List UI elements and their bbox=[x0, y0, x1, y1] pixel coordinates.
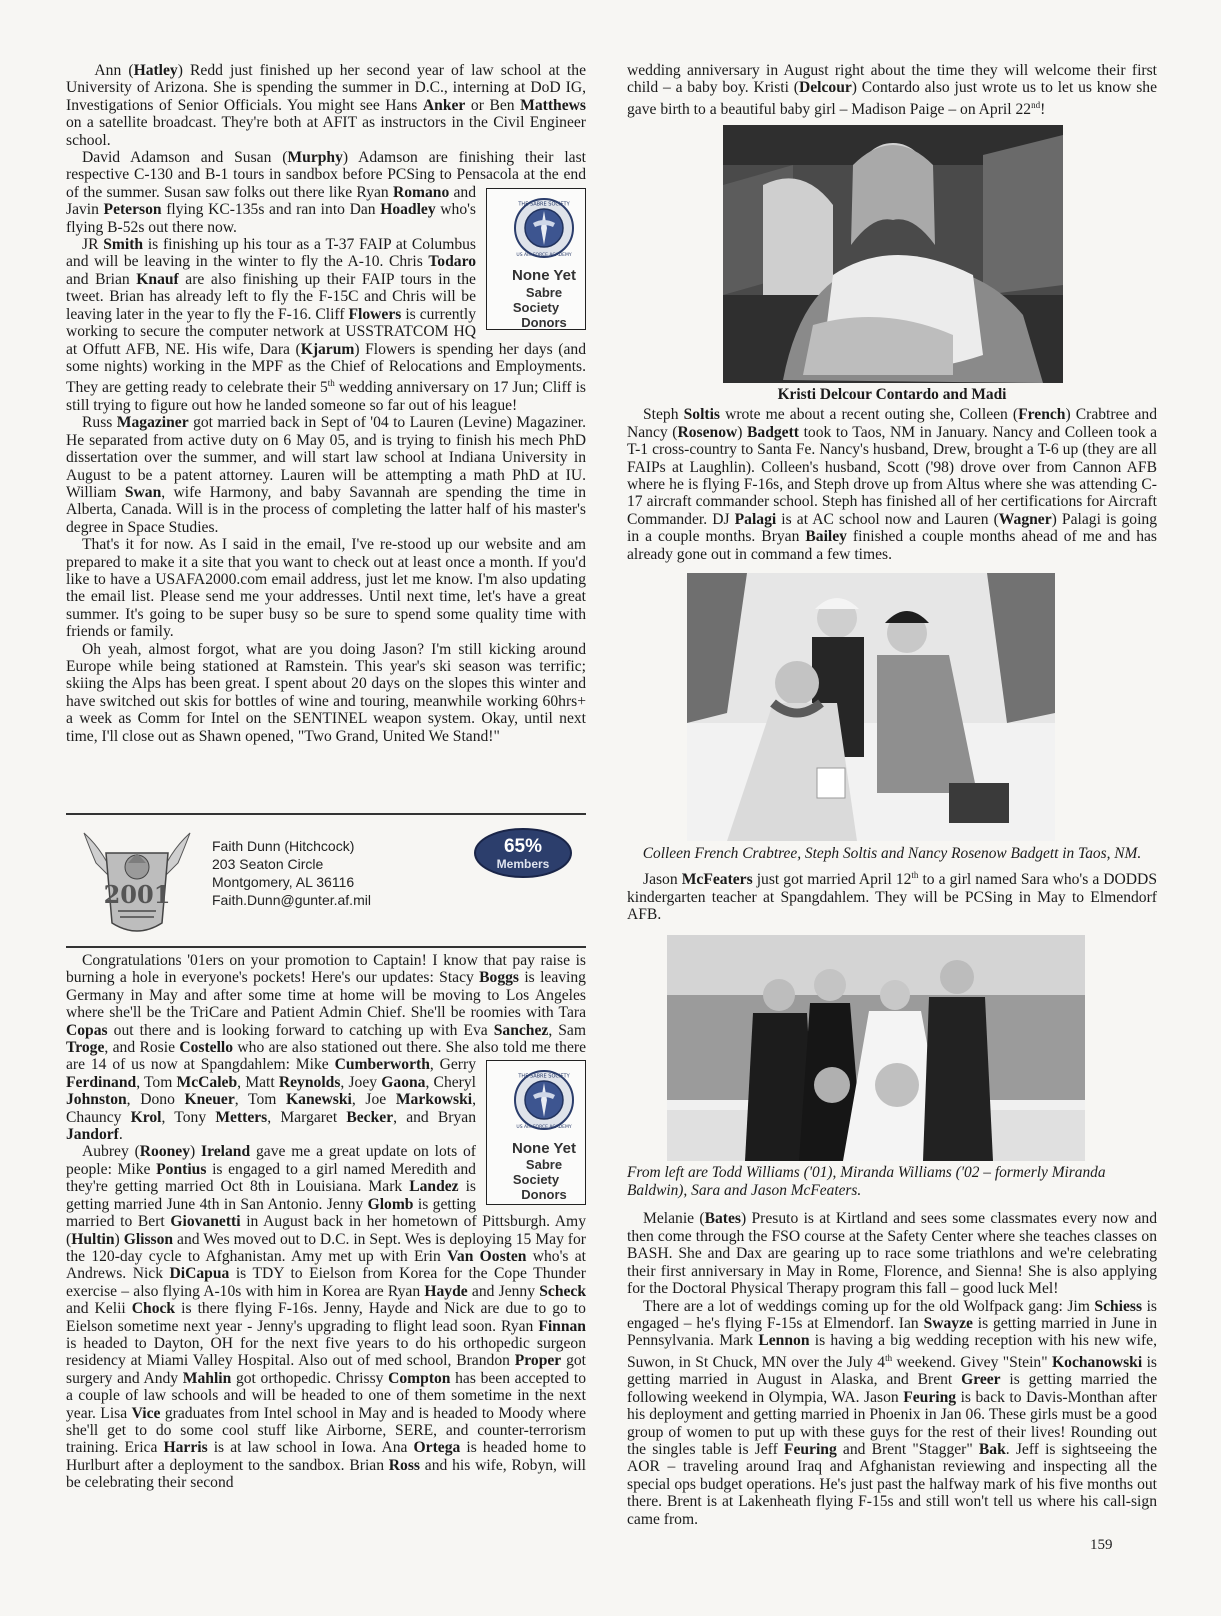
paragraph-presuto: Melanie (Bates) Presuto is at Kirtland and sees some classmates every now and then come through the FSO course at the Safety Center where she teaches classes on BASH. She and Dax are gearing up to race some triathlons and we're celebrating their first anniversary in May in Rome, Florence, and Sienna! She is also applying for the Doctoral Physical Therapy program this fall – good luck Mel! bbox=[627, 1210, 1157, 1298]
svg-text:US AIR FORCE ACADEMY: US AIR FORCE ACADEMY bbox=[516, 1125, 572, 1131]
caption-photo-3: From left are Todd Williams ('01), Miranda Williams ('02 – formerly Miranda Baldwin), Sara and Jason McFeaters. bbox=[627, 1164, 1106, 1200]
svg-text:2001: 2001 bbox=[103, 880, 171, 909]
photo-three-women-image bbox=[687, 573, 1055, 841]
left-column-bottom bbox=[66, 952, 586, 1492]
paragraph-smith: JR Smith is finishing up his tour as a T-37 FAIP at Columbus and will be leaving in the winter to fly the A-10. Chris Todaro and Brian Knauf are also finishing up their FAIP tours in the tweet. Brian has already left to fly the F-15C and Chris will be leaving later in the year to fly the F-16. Cliff Flowers is currently working to secure the computer network at USSTRATCOM HQ at Offutt AFB, NE. His wife, Dara (Kjarum) Flowers is spending her days (and some nights) working in the MPF as the Chief of Relocations and Employments. They are getting ready to celebrate their 5th wedding anniversary on 17 Jun; Cliff is still trying to figure out how he landed someone so far out of his league! bbox=[66, 236, 586, 414]
photo-mother-baby-image bbox=[723, 125, 1063, 383]
caption-photo-2: Colleen French Crabtree, Steph Soltis and Nancy Rosenow Badgett in Taos, NM. bbox=[642, 845, 1142, 863]
photo-taos-friends bbox=[687, 573, 1055, 841]
paragraph-redd: Ann (Hatley) Redd just finished up her second year of law school at the University of Arizona. She is spending the summer in D.C., interning at DoD IG, Investigations of Senior Officials. You might see Hans Anker or Ben Matthews on a satellite broadcast. They're both at AFIT as instructors in the Civil Engineer school. bbox=[66, 62, 586, 149]
membership-label: Members bbox=[496, 857, 550, 871]
sabre-society-seal-icon bbox=[513, 1069, 575, 1131]
paragraph-contardo: wedding anniversary in August right about the time they will welcome their first child – a baby boy. Kristi (Delcour) Contardo also just wrote us to let us know she gave birth to a beautiful baby girl – Madison Paige – on April 22nd! bbox=[627, 62, 1157, 118]
paragraph-congrats: Congratulations '01ers on your promotion to Captain! I know that pay raise is burning a hole in everyone's pockets! Here's our updates: Stacy Boggs is leaving Germany in May and after some time at home will be moving to Los Angeles where she'll be the TriCare and Patient Admin Chief. She'll be roomies with Tara Copas out there and is looking forward to catching up with Eva Sanchez, Sam Troge, and Rosie Costello who are also stationed out there. She also told me there are 14 of us now at Spangdahlem: Mike THE SABRE SOCIETY US AIR FORCE ACADEMY None Yet Sabre Society Donors Cumberworth, Gerry Ferdinand, Tom McCaleb, Matt Reynolds, Joey Gaona, Cheryl Johnston, Dono Kneuer, Tom Kanewski, Joe Markowski, Chauncy Krol, Tony Metters, Margaret Becker, and Bryan Jandorf. bbox=[66, 952, 586, 1143]
svg-text:THE SABRE SOCIETY: THE SABRE SOCIETY bbox=[518, 1073, 570, 1080]
membership-percent: 65% bbox=[503, 836, 543, 857]
donors-label: Donors bbox=[521, 314, 567, 330]
paragraph-magaziner: Russ Magaziner got married back in Sept of '04 to Lauren (Levine) Magaziner. He separated from active duty on 6 May 05, and is trying to finish his mech PhD dissertation over the summer, and will start law school at Indiana University in August to be a patent attorney. Lauren will be attempting a math PhD at IU. William Swan, wife Harmony, and baby Savannah are spending the time in Alberta, Canada. Will is in the process of completing the latter half of his master's degree in Space Studies. bbox=[66, 414, 587, 536]
scribe-street: 203 Seaton Circle bbox=[212, 856, 324, 872]
class-2001-crest-icon bbox=[76, 823, 198, 941]
class-2001-header bbox=[66, 815, 586, 940]
sabre-society-seal-icon bbox=[513, 197, 575, 259]
photo-kristi-and-madi bbox=[723, 125, 1063, 383]
left-column-top bbox=[66, 62, 586, 745]
scribe-city: Montgomery, AL 36116 bbox=[212, 874, 355, 890]
sabre-society-box-2 bbox=[486, 1060, 586, 1205]
sabre-society-label: Sabre Society bbox=[512, 284, 563, 315]
photo-wedding bbox=[667, 935, 1085, 1161]
paragraph-soltis: Steph Soltis wrote me about a recent outing she, Colleen (French) Crabtree and Nancy (Rosenow) Badgett took to Taos, NM in January. Nancy and Colleen took a T-1 cross-country to Santa Fe. Nancy's husband, Drew, brought a T-6 up (they are all FAIPs at Laughlin). Colleen's husband, Scott ('98) drove over from Cannon AFB where he is flying F-16s, and Steph drove up from Altus where she was attending C-17 aircraft commander school. Steph has finished all of her certifications for Aircraft Commander. DJ Palagi is at AC school now and Lauren (Wagner) Palagi is going in a couple months. Bryan Bailey finished a couple months ahead of me and has already gone out in command a few times. bbox=[627, 406, 1158, 563]
scribe-name: Faith Dunn (Hitchcock) bbox=[212, 838, 355, 854]
section-divider-bottom bbox=[66, 946, 586, 948]
photo-wedding-party-image bbox=[667, 935, 1085, 1161]
donors-label: Donors bbox=[521, 1187, 567, 1203]
class-scribe-address bbox=[212, 837, 371, 909]
caption-photo-1: Kristi Delcour Contardo and Madi bbox=[777, 386, 1007, 404]
none-yet-label: None Yet bbox=[512, 1139, 576, 1157]
paragraph-oh-yeah: Oh yeah, almost forgot, what are you doing Jason? I'm still kicking around Europe while being stationed at Ramstein. This year's ski season was terrific; skiing the Alps has been great. I spent about 20 days on the slopes this winter and have switched out skis for bottles of wine and touring, meanwhile working 60hrs+ a week as Comm for Intel on the SENTINEL weapon system. Okay, until next time, I'll close out as Shawn opened, "Two Grand, United We Stand!" bbox=[66, 640, 586, 745]
paragraph-adamson: David Adamson and Susan (Murphy) Adamson are finishing their last respective C-130 and B-1 tours in sandbox before PCSing to Pensacola at the end of the summer. Susan saw folks out there like Ryan Romano THE SABRE SOCIETY US AIR FORCE ACADEMY None Yet Sabre Society Donors and Javin Peterson flying KC-135s and ran into Dan Hoadley who's flying B-52s out there now. bbox=[66, 149, 586, 330]
paragraph-thats-it: That's it for now. As I said in the email, I've re-stood up our website and am prepared to make it a site that you want to check out at least once a month. If you'd like to have a USAFA2000.com email address, just let me know. I'm also updating the email list. Please send me your addresses. Until next time, let's have a great summer. It's going to be super busy so be sure to spend some quality time with friends or family. bbox=[66, 536, 586, 641]
paragraph-wolfpack: There are a lot of weddings coming up for the old Wolfpack gang: Jim Schiess is engaged – he's flying F-15s at Elmendorf. Ian Swayze is getting married in June in Pennsylvania. Mark Lennon is having a big wedding reception with his new wife, Suwon, in St Chuck, MN over the July 4th weekend. Givey "Stein" Kochanowski is getting married in August in Alaska, and Brent Greer is getting married the following weekend in Olympia, WA. Jason Feuring is back to Davis-Monthan after his deployment and getting married in Phoenix in Jan 06. These girls must be a good group of women to put up with these guys for the rest of their lives! Rounding out the singles table is Jeff Feuring and Brent "Stagger" Bak. Jeff is sightseeing the AOR – traveling around Iraq and Afghanistan reviewing and inspecting all the special ops budget operations. He's just past the halfway mark of his five months out there. Brent is at Lakenheath flying F-15s and still won't tell us where his call-sign came from. bbox=[627, 1297, 1158, 1528]
none-yet-label: None Yet bbox=[512, 267, 576, 285]
paragraph-mcfeaters: Jason McFeaters just got married April 12th to a girl named Sara who's a DODDS kindergarten teacher at Spangdahlem. They will be PCSing in May to Elmendorf AFB. bbox=[627, 870, 1157, 924]
page-number: 159 bbox=[1090, 1537, 1113, 1553]
membership-badge bbox=[473, 827, 573, 879]
paragraph-ireland: Aubrey (Rooney) Ireland gave me a great update on lots of people: Mike Pontius is engaged to a girl named Meredith and they're getting married Oct 8th in Louisiana. Mark Landez is getting married June 4th in San Antonio. Jenny Glomb is getting married to Bert Giovanetti in August back in her hometown of Pittsburgh. Amy (Hultin) Glisson and Wes moved out to D.C. in Sept. Wes is deploying 15 May for the 120-day cycle to Afghanistan. Amy met up with Erin Van Oosten who's at Andrews. Nick DiCapua is TDY to Eielson from Korea for the Cope Thunder exercise – also flying A-10s with him in Korea are Ryan Hayde and Jenny Scheck and Kelii Chock is there flying F-16s. Jenny, Hayde and Nick are due to go to Eielson sometime next year - Jenny's upgrading to flight lead soon. Ryan Finnan is headed to Dayton, OH for the next five years to do his orthopedic surgeon residency at Miami Valley Hospital. Also out of med school, Brandon Proper got surgery and Andy Mahlin got orthopedic. Chrissy Compton has been accepted to a couple of law schools and will be headed to one of them sometime in the next year. Lisa Vice graduates from Intel school in May and is headed to Moody where she'll get to do some cool stuff like Airborne, SERE, and counter-terrorism training. Erica Harris is at law school in Iowa. Ana Ortega is headed home to Hurlburt after a deployment to the sandbox. Brian Ross and his wife, Robyn, will be celebrating their second bbox=[66, 1143, 586, 1492]
right-column bbox=[627, 62, 1157, 1528]
svg-text:THE SABRE SOCIETY: THE SABRE SOCIETY bbox=[518, 201, 570, 208]
sabre-society-label: Sabre Society bbox=[512, 1157, 563, 1188]
sabre-society-box bbox=[486, 188, 586, 330]
svg-text:US AIR FORCE ACADEMY: US AIR FORCE ACADEMY bbox=[516, 252, 572, 258]
scribe-email[interactable]: Faith.Dunn@gunter.af.mil bbox=[212, 892, 371, 908]
